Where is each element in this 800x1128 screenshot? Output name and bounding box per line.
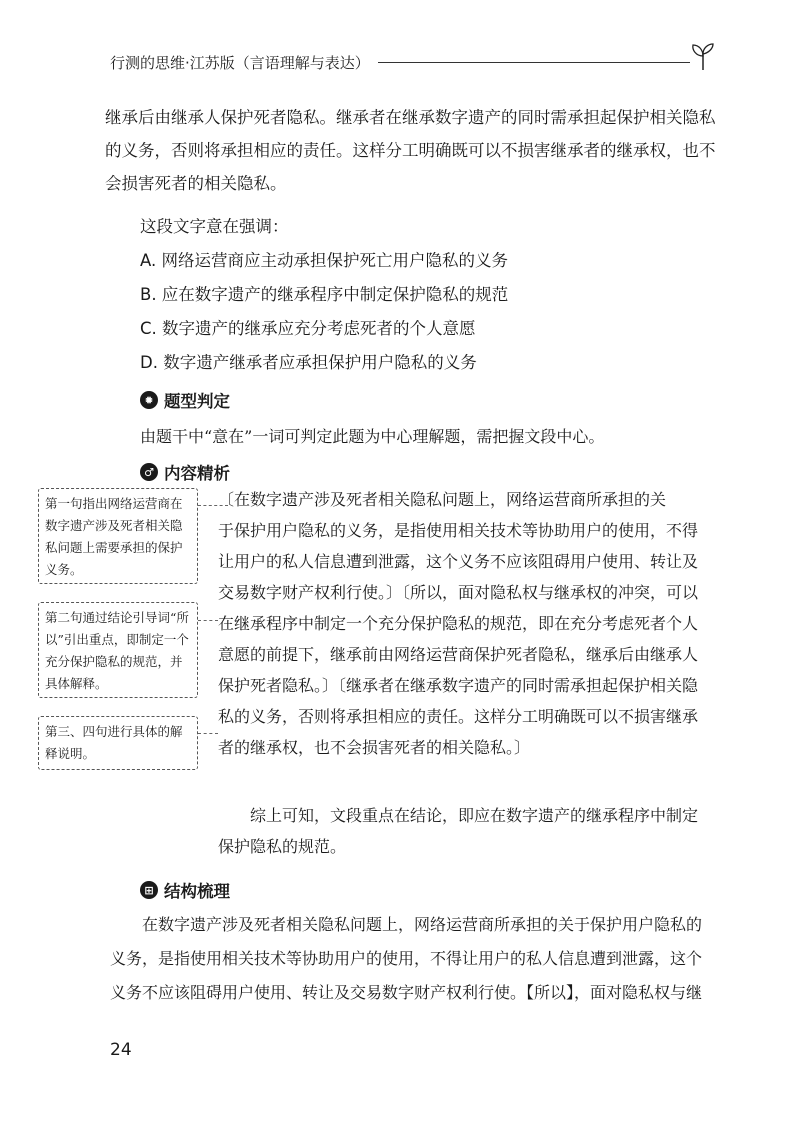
- passage-line: 继承后由继承人保护死者隐私。继承者在继承数字遗产的同时需承担起保护相关隐私: [105, 108, 716, 127]
- sprout-icon: [686, 40, 720, 74]
- analysis-body: [218, 484, 708, 763]
- analysis-line: 于保护用户隐私的义务，是指使用相关技术等协助用户的使用，不得: [218, 521, 699, 540]
- passage-line: 会损害死者的相关隐私。: [105, 174, 287, 193]
- structure-line: 义务不应该阻碍用户使用、转让及交易数字财产权利行使。【所以】，面对隐私权与继: [110, 983, 703, 1002]
- header-title: 行测的思维·江苏版（言语理解与表达）: [110, 54, 370, 72]
- analysis-line: 私的义务，否则将承担相应的责任。这样分工明确既可以不损害继承: [218, 707, 699, 726]
- note-connector: [198, 620, 218, 621]
- header-rule: [378, 62, 690, 63]
- summary-line: 综上可知，文段重点在结论，即应在数字遗产的继承程序中制定: [250, 806, 699, 825]
- analysis-line: 在继承程序中制定一个充分保护隐私的规范，即在充分考虑死者个人: [218, 614, 699, 633]
- section-type-text: 由题干中“意在”一词可判定此题为中心理解题，需把握文段中心。: [140, 427, 605, 446]
- analysis-line: 〔在数字遗产涉及死者相关隐私问题上，网络运营商所承担的关: [218, 490, 667, 509]
- analysis-line: 让用户的私人信息遭到泄露，这个义务不应该阻碍用户使用、转让及: [218, 552, 699, 571]
- option-c: C. 数字遗产的继承应充分考虑死者的个人意愿: [140, 319, 476, 338]
- running-header: [110, 40, 720, 80]
- question-stem: 这段文字意在强调：: [140, 217, 289, 236]
- analysis-summary: [218, 800, 708, 862]
- structure-line: 在数字遗产涉及死者相关隐私问题上，网络运营商所承担的关于保护用户隐私的: [142, 915, 703, 934]
- summary-line: 保护隐私的规范。: [218, 837, 347, 856]
- option-b: B. 应在数字遗产的继承程序中制定保护隐私的规范: [140, 285, 509, 304]
- passage: [105, 101, 716, 200]
- section-structure-heading: [140, 878, 230, 902]
- passage-line: 的义务，否则将承担相应的责任。这样分工明确既可以不损害继承者的继承权，也不: [105, 141, 716, 160]
- structure-line: 义务，是指使用相关技术等协助用户的使用，不得让用户的私人信息遭到泄露，这个: [110, 949, 703, 968]
- key-icon: ♂: [140, 463, 158, 481]
- section-type-title: 题型判定: [164, 392, 230, 411]
- analysis-line: 者的继承权，也不会损害死者的相关隐私。〕: [218, 738, 531, 757]
- option-a: A. 网络运营商应主动承担保护死亡用户隐私的义务: [140, 251, 508, 270]
- section-structure-title: 结构梳理: [164, 882, 230, 901]
- note-connector: [198, 733, 218, 734]
- option-d: D. 数字遗产继承者应承担保护用户隐私的义务: [140, 353, 477, 372]
- structure-icon: ⊞: [140, 881, 158, 899]
- structure-body: [110, 908, 710, 1010]
- section-analysis-heading: [140, 460, 230, 484]
- margin-note-3: 第三、四句进行具体的解释说明。: [38, 716, 198, 770]
- analysis-line: 保护死者隐私。〕〔继承者在继承数字遗产的同时需承担起保护相关隐: [218, 676, 699, 695]
- analysis-line: 意愿的前提下，继承前由网络运营商保护死者隐私，继承后由继承人: [218, 645, 699, 664]
- section-analysis-title: 内容精析: [164, 464, 230, 483]
- gear-icon: ✹: [140, 391, 158, 409]
- page-number: 24: [110, 1040, 132, 1060]
- margin-note-1: 第一句指出网络运营商在数字遗产涉及死者相关隐私问题上需要承担的保护义务。: [38, 488, 198, 584]
- analysis-line: 交易数字财产权利行使。〕〔所以，面对隐私权与继承权的冲突，可以: [218, 583, 699, 602]
- section-type-heading: [140, 388, 230, 412]
- margin-note-2: 第二句通过结论引导词“所以”引出重点，即制定一个充分保护隐私的规范，并具体解释。: [38, 602, 198, 698]
